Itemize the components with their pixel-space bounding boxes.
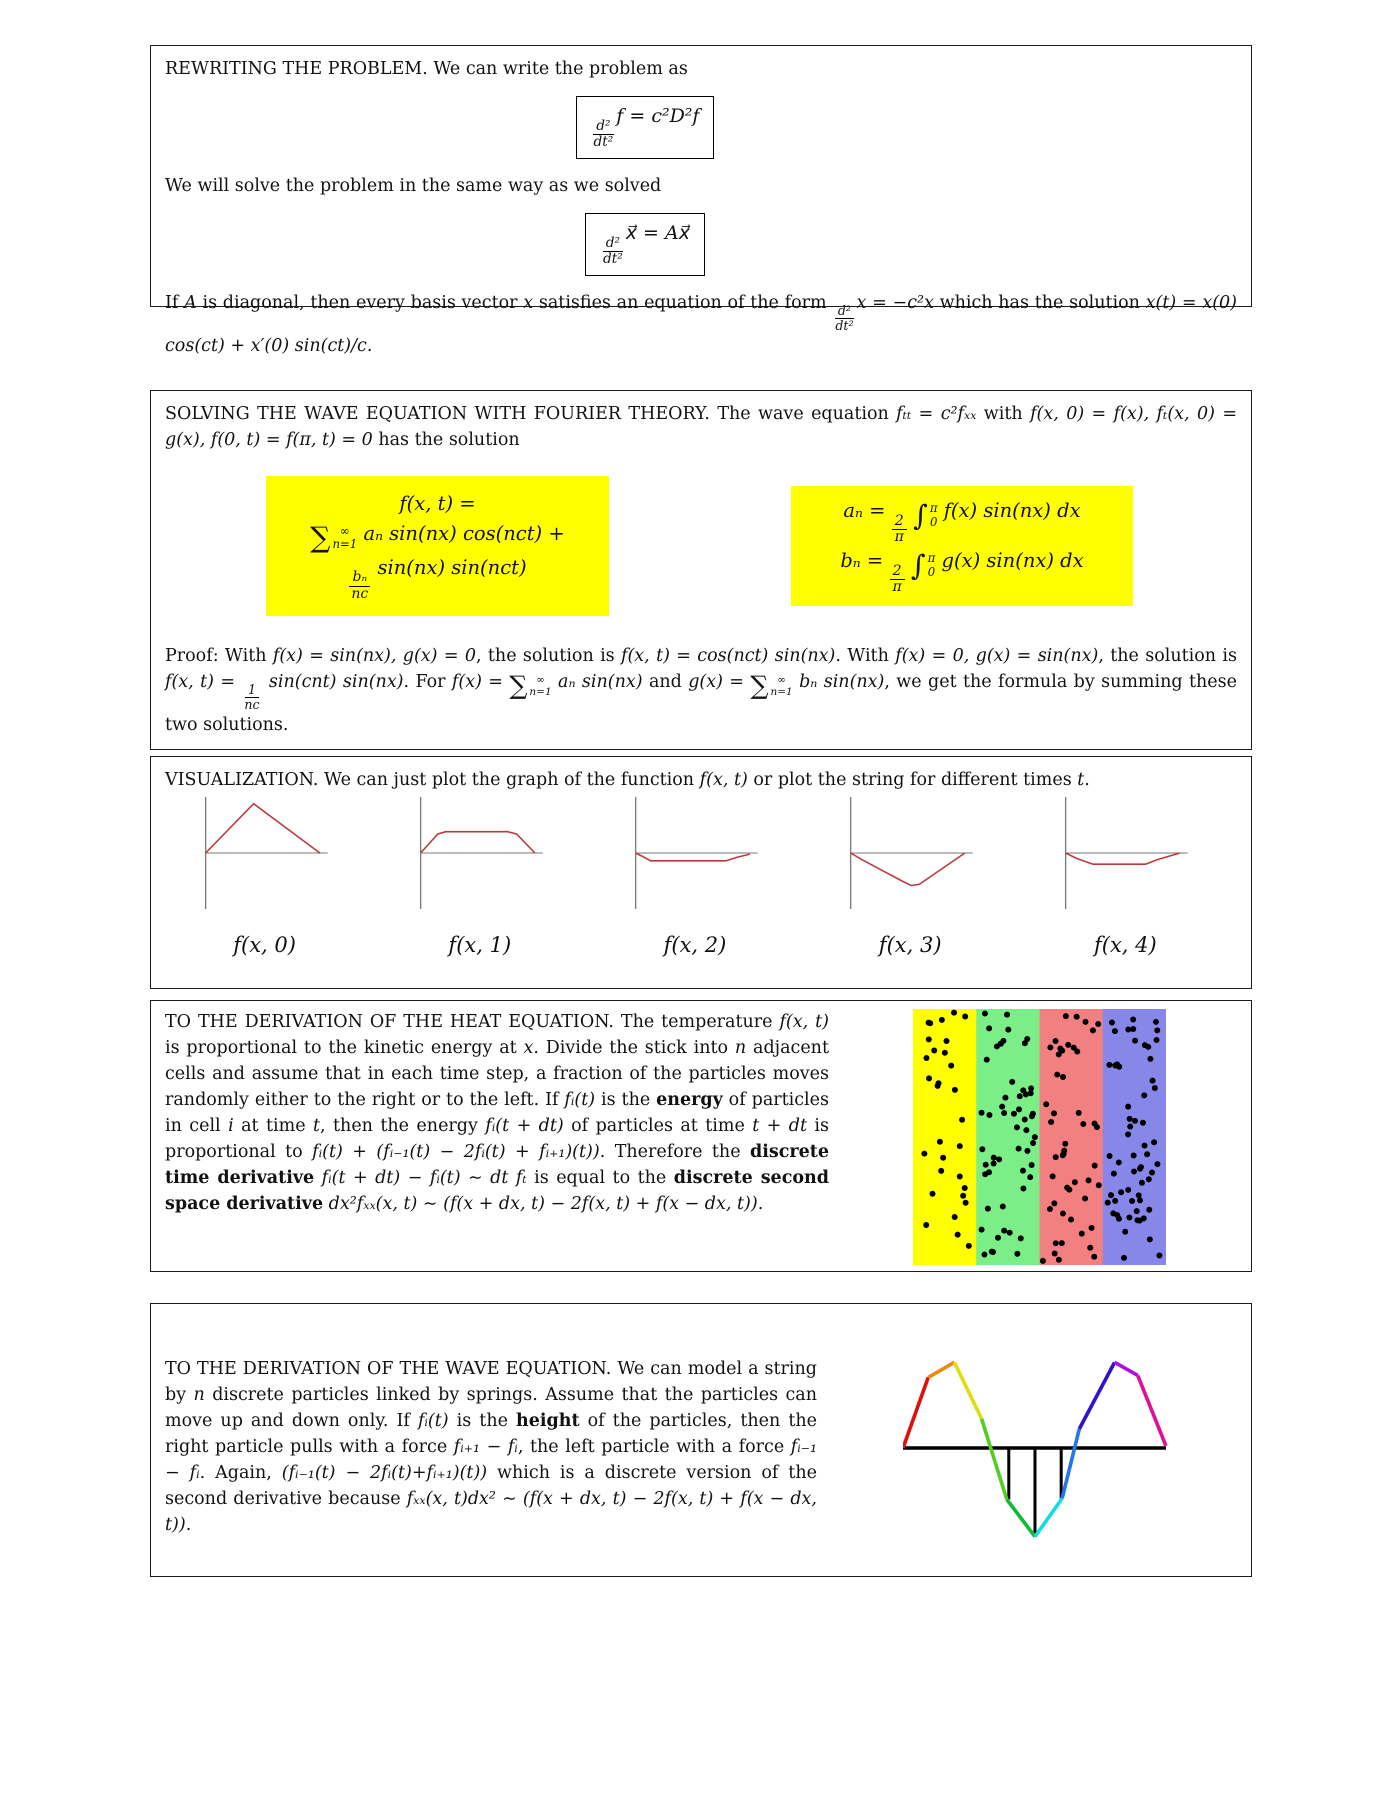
visualization-heading: VISUALIZATION. We can just plot the graph of the function f(x, t) or plot the string for different times t. [165,770,1090,790]
formula-2-body: x⃗ = Ax⃗ [625,222,690,245]
fourier-heading: SOLVING THE WAVE EQUATION WITH FOURIER THEORY. The wave equation fₜₜ = c²fₓₓ with f(x, 0) = f(x), fₜ(x, 0) = g(x), f(0, t) = f(π, t) = 0 has the solution [165,404,1237,450]
plot-label: f(x, 2) [663,933,727,957]
plot-label: f(x, 3) [878,933,942,957]
rewriting-bridge: We will solve the problem in the same way as we solved [165,176,662,197]
plot-fx2 [587,797,802,957]
solution-line-3: $\frac{\text{bₙ}}{nc}$ sin(nx) sin(nct) [351,555,527,603]
visualization-box [150,756,1252,989]
rewriting-intro: REWRITING THE PROBLEM. We can write the problem as [165,59,688,79]
coefficient-an-line: aₙ = $\frac{2}{\pi}$ ∫ π 0 f(x) sin(nx) dx [843,498,1081,546]
string-plot-graphic [1027,797,1223,909]
boxed-formula-wave-operator [576,96,715,159]
plot-fx1 [372,797,587,957]
spring-string-figure [903,1354,1171,1548]
rewriting-problem-box [150,45,1252,357]
plot-label: f(x, 4) [1093,933,1157,957]
wave-equation-box [150,1303,1252,1577]
formula-row-1 [165,96,1125,159]
coefficients-formula [840,496,1083,596]
solution-line-2: ∑ ∞ n=1 aₙ sin(nx) cos(nct) + [310,521,565,555]
plot-label: f(x, 1) [448,933,512,957]
coefficients-formula-highlight [791,486,1133,606]
coefficient-bn-line: bₙ = $\frac{2}{\pi}$ ∫ π 0 g(x) sin(nx) dx [840,548,1084,596]
fourier-theory-box [150,390,1252,750]
plot-fx0 [157,797,372,957]
heat-equation-box [150,1000,1252,1272]
particle-simulation-image [913,1009,1166,1269]
solution-formula [310,489,564,602]
plot-fx4 [1018,797,1233,957]
rewriting-outro: If A is diagonal, then every basis vector x satisfies an equation of the form $\frac{\text{d²}}{\text{dt²}}$ x = −c²x which has the solution x(t) = x(0) cos(ct) + x′(0) sin(ct)/c. [165,293,1237,357]
string-plots-row [157,797,1233,957]
solution-formula-highlight [266,476,609,616]
plot-fx3 [803,797,1018,957]
fraction-d2dt2: $\frac{\text{d²}}{\text{dt²}}$ [603,234,623,268]
fraction-d2dt2: $\frac{\text{d²}}{\text{dt²}}$ [593,117,614,150]
spring-string-graphic [903,1354,1171,1544]
boxed-formula-ode-system [585,213,705,276]
string-plot-graphic [382,797,578,909]
formula-row-2 [165,213,1125,276]
heat-equation-text: TO THE DERIVATION OF THE HEAT EQUATION. The temperature f(x, t) is proportional to the kinetic energy at x. Divide the stick into n adjacent cells and assume that in each time step, a fraction of the particles moves randomly either to the right or to the left. If fᵢ(t) is the energy of particles in cell i at time t, then the energy fᵢ(t + dt) of particles at time t + dt is proportional to fᵢ(t) + (fᵢ₋₁(t) − 2fᵢ(t) + fᵢ₊₁)(t)). Therefore the discrete time derivative fᵢ(t + dt) − fᵢ(t) ∼ dt fₜ is equal to the discrete second space derivative dx²fₓₓ(x, t) ∼ (f(x + dx, t) − 2f(x, t) + f(x − dx, t)). [165,1012,829,1214]
particle-cells-graphic [913,1009,1166,1265]
string-plot-graphic [167,797,363,909]
solution-line-1: f(x, t) = [399,492,476,516]
formula-1-body: f = c²D²f [616,105,700,127]
string-plot-graphic [812,797,1008,909]
proof-paragraph: Proof: With f(x) = sin(nx), g(x) = 0, the solution is f(x, t) = cos(nct) sin(nx). With f(x) = 0, g(x) = sin(nx), the solution is f(x, t) = $\frac{1}{nc}$ sin(cnt) sin(nx). For f(x) = ∑ ∞ n=1 aₙ sin(nx) and g(x) = ∑ ∞ n=1 bₙ sin(nx), we get the formula by summing these two solutions. [165,646,1238,736]
string-plot-graphic [597,797,793,909]
plot-label: f(x, 0) [233,933,296,957]
wave-equation-text: TO THE DERIVATION OF THE WAVE EQUATION. We can model a string by n discrete particles linked by springs. Assume that the particles can move up and down only. If fᵢ(t) is the height of the particles, then the right particle pulls with a force fᵢ₊₁ − fᵢ, the left particle with a force fᵢ₋₁ − fᵢ. Again, (fᵢ₋₁(t) − 2fᵢ(t)+fᵢ₊₁)(t)) which is a discrete version of the second derivative because fₓₓ(x, t)dx² ∼ (f(x + dx, t) − 2f(x, t) + f(x − dx, t)). [165,1359,818,1535]
